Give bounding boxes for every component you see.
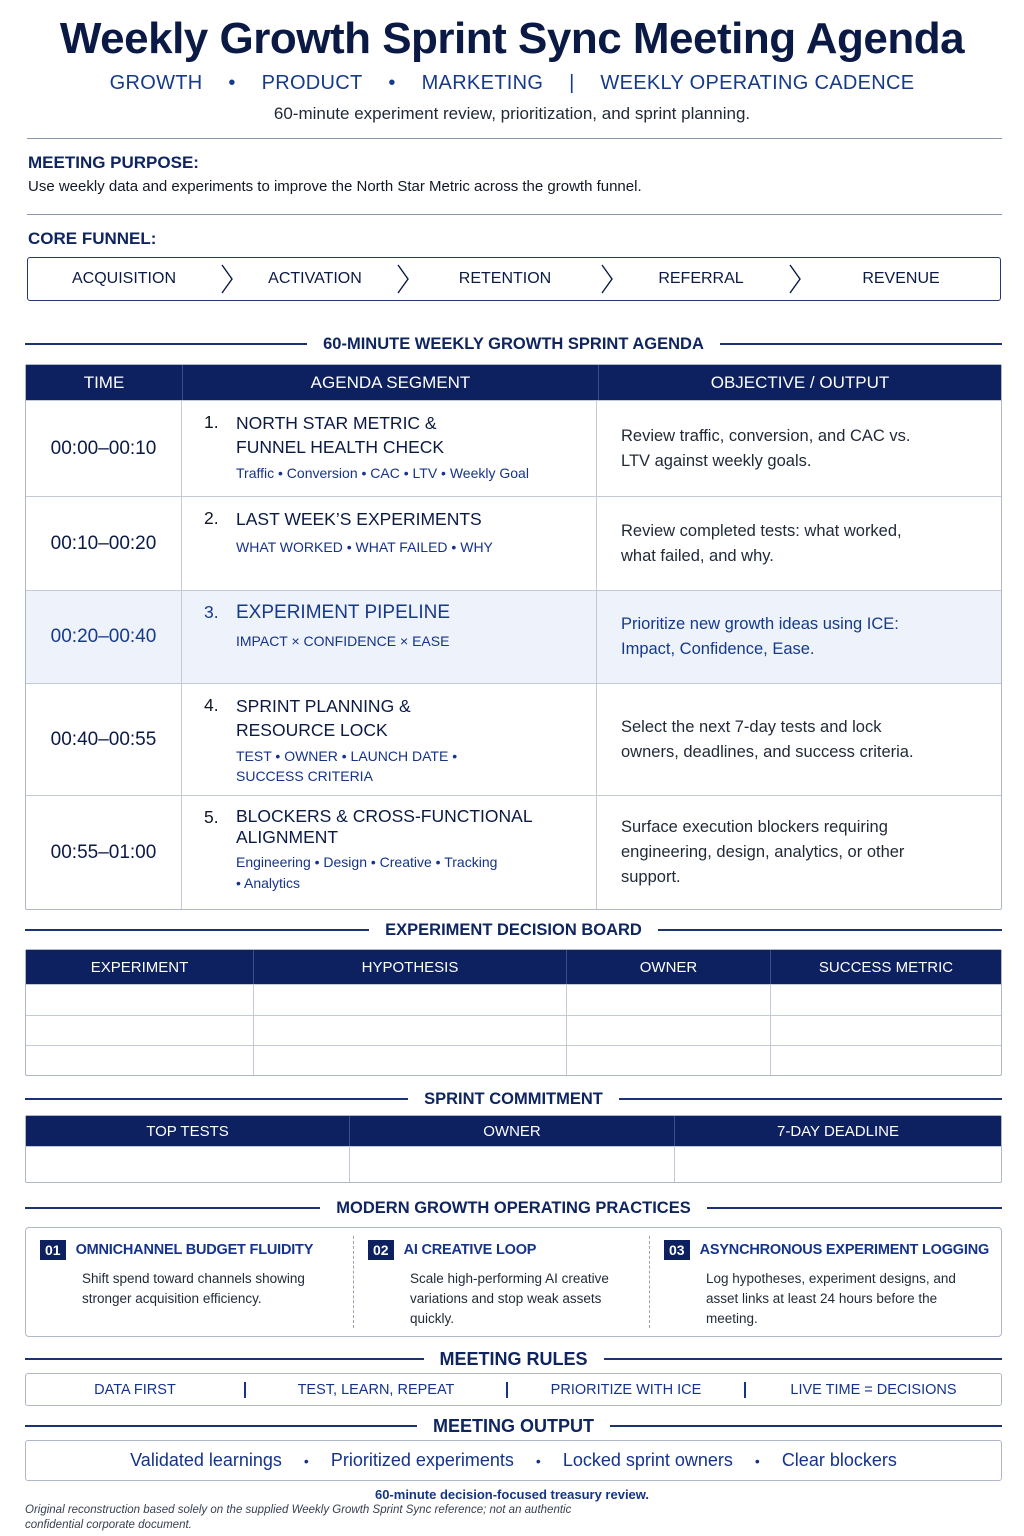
commitment-header-row <box>26 1116 1001 1146</box>
agenda-objective-text: Review completed tests: what worked, what failed, and why. <box>621 521 902 565</box>
agenda-segment-tags: Engineering • Design • Creative • Tracking • Analytics <box>236 854 498 891</box>
chevron-right-icon <box>396 264 410 294</box>
table-cell-owner[interactable] <box>567 985 771 1015</box>
table-cell-hypothesis[interactable] <box>254 985 567 1015</box>
agenda-objective <box>597 684 1001 795</box>
output-separator: • <box>754 1452 760 1469</box>
agenda-number: 2. <box>204 508 219 528</box>
agenda-objective <box>597 401 1001 496</box>
footer-note: 60-minute decision-focused treasury review. <box>374 1487 650 1502</box>
commitment-row <box>26 1146 1001 1182</box>
column-header-owner: OWNER <box>567 950 771 984</box>
funnel-stage-retention: RETENTION <box>458 270 552 287</box>
table-cell-experiment[interactable] <box>26 985 254 1015</box>
column-header-owner: OWNER <box>350 1116 675 1146</box>
subtitle-line <box>0 72 1024 95</box>
table-cell-top-tests[interactable] <box>26 1147 350 1182</box>
agenda-row <box>26 795 1001 909</box>
agenda-objective-text: Select the next 7-day tests and lock owners, deadlines, and success criteria. <box>621 717 914 761</box>
agenda-objective-text: Surface execution blockers requiring engineering, design, analytics, or other support. <box>621 818 905 886</box>
rules-section-header <box>25 1348 1002 1370</box>
agenda-segment-title: LAST WEEK’S EXPERIMENTS <box>236 509 482 529</box>
decision-board-table <box>25 949 1002 1076</box>
table-cell-success-metric[interactable] <box>771 1016 1001 1045</box>
column-header-segment: AGENDA SEGMENT <box>183 365 599 400</box>
agenda-number: 1. <box>204 412 219 432</box>
tagline: 60-minute experiment review, prioritization, and sprint planning. <box>273 104 751 123</box>
agenda-objective-text: Prioritize new growth ideas using ICE: Impact, Confidence, Ease. <box>621 615 899 658</box>
practice-title: ASYNCHRONOUS EXPERIMENT LOGGING <box>699 1242 990 1258</box>
decision-board-row <box>26 1045 1001 1075</box>
purpose-text: Use weekly data and experiments to improve the North Star Metric across the growth funnel. <box>28 178 642 195</box>
rule-item: PRIORITIZE WITH ICE <box>550 1381 702 1398</box>
column-header-success-metric: SUCCESS METRIC <box>818 958 954 976</box>
agenda-segment-title: SPRINT PLANNING & RESOURCE LOCK <box>236 696 411 740</box>
practices-section-header <box>25 1197 1002 1219</box>
subtitle-growth: GROWTH <box>109 72 203 94</box>
output-bar <box>25 1440 1002 1481</box>
subtitle-marketing: MARKETING <box>421 72 544 94</box>
agenda-objective-text: Review traffic, conversion, and CAC vs. LTV against weekly goals. <box>621 426 911 470</box>
column-header-objective: OBJECTIVE / OUTPUT <box>710 372 890 392</box>
column-header-time: TIME <box>26 365 183 400</box>
practice-description: Shift spend toward channels showing stronger acquisition efficiency. <box>82 1271 305 1306</box>
agenda-row <box>26 496 1001 590</box>
purpose-label: MEETING PURPOSE: <box>28 153 199 172</box>
output-separator: • <box>535 1452 541 1469</box>
subtitle-dot: • <box>388 72 396 94</box>
practice-number: 03 <box>664 1240 690 1260</box>
rules-title: MEETING RULES <box>439 1348 588 1369</box>
table-cell-experiment[interactable] <box>26 1016 254 1045</box>
agenda-number: 5. <box>204 807 219 827</box>
table-cell-deadline[interactable] <box>675 1147 1001 1182</box>
agenda-header-row <box>26 365 1001 400</box>
output-separator: • <box>303 1452 309 1469</box>
chevron-right-icon <box>788 264 802 294</box>
funnel-stage-referral: REFERRAL <box>658 270 744 287</box>
agenda-section-header <box>25 332 1002 356</box>
output-item: Validated learnings <box>130 1450 282 1470</box>
agenda-segment-tags: IMPACT × CONFIDENCE × EASE <box>236 633 450 649</box>
column-header-deadline: 7-DAY DEADLINE <box>777 1122 899 1140</box>
agenda-segment-tags: TEST • OWNER • LAUNCH DATE • SUCCESS CRITERIA <box>236 748 458 784</box>
agenda-segment <box>182 497 597 590</box>
chevron-right-icon <box>220 264 234 294</box>
practice-card <box>26 1236 354 1328</box>
commitment-title: SPRINT COMMITMENT <box>424 1089 603 1108</box>
table-cell-owner[interactable] <box>567 1046 771 1075</box>
agenda-segment-title: NORTH STAR METRIC & FUNNEL HEALTH CHECK <box>236 413 445 457</box>
rule-item: TEST, LEARN, REPEAT <box>297 1381 455 1398</box>
subtitle-product: PRODUCT <box>261 72 363 94</box>
output-item: Clear blockers <box>781 1450 897 1470</box>
agenda-segment-title: EXPERIMENT PIPELINE <box>236 602 450 623</box>
divider <box>27 138 1002 139</box>
table-cell-experiment[interactable] <box>26 1046 254 1075</box>
output-item: Locked sprint owners <box>562 1450 733 1470</box>
funnel-bar <box>27 257 1001 301</box>
practice-description: Log hypotheses, experiment designs, and asset links at least 24 hours before the meeting. <box>706 1271 956 1326</box>
column-header-top-tests: TOP TESTS <box>26 1116 350 1146</box>
rule-item: LIVE TIME = DECISIONS <box>790 1381 957 1398</box>
decision-board-title: EXPERIMENT DECISION BOARD <box>385 920 642 939</box>
agenda-time: 00:00–00:10 <box>26 401 182 496</box>
agenda-table <box>25 364 1002 910</box>
table-cell-owner[interactable] <box>567 1016 771 1045</box>
agenda-segment-title: BLOCKERS & CROSS-FUNCTIONAL ALIGNMENT <box>236 806 532 847</box>
agenda-section-title: 60-MINUTE WEEKLY GROWTH SPRINT AGENDA <box>323 334 704 353</box>
output-item: Prioritized experiments <box>330 1450 514 1470</box>
agenda-segment <box>182 591 597 683</box>
agenda-segment-tags: Traffic • Conversion • CAC • LTV • Weekly Goal <box>236 465 529 481</box>
practice-number: 01 <box>40 1240 66 1260</box>
subtitle-dot: • <box>228 72 236 94</box>
funnel-stage-revenue: REVENUE <box>862 270 940 287</box>
agenda-time: 00:20–00:40 <box>26 591 182 683</box>
agenda-time: 00:40–00:55 <box>26 684 182 795</box>
table-cell-success-metric[interactable] <box>771 1046 1001 1075</box>
table-cell-hypothesis[interactable] <box>254 1046 567 1075</box>
page-title: Weekly Growth Sprint Sync Meeting Agenda <box>59 14 965 63</box>
practice-number: 02 <box>368 1240 394 1260</box>
practices-panel <box>25 1227 1002 1337</box>
table-cell-success-metric[interactable] <box>771 985 1001 1015</box>
funnel-stage-activation: ACTIVATION <box>268 270 362 287</box>
table-cell-owner[interactable] <box>350 1147 675 1182</box>
chevron-right-icon <box>600 264 614 294</box>
decision-board-row <box>26 984 1001 1015</box>
decision-board-section-header <box>25 919 1002 941</box>
agenda-segment <box>182 401 597 496</box>
column-header-experiment: EXPERIMENT <box>26 950 254 984</box>
practice-card <box>650 1236 1001 1328</box>
agenda-number: 3. <box>204 602 219 622</box>
funnel-stage-acquisition: ACQUISITION <box>71 270 176 287</box>
practices-title: MODERN GROWTH OPERATING PRACTICES <box>336 1198 691 1217</box>
practice-description: Scale high-performing AI creative variations and stop weak assets quickly. <box>410 1271 609 1326</box>
agenda-row <box>26 400 1001 496</box>
agenda-segment <box>182 684 597 795</box>
subtitle-pipe: | <box>569 72 575 94</box>
footer-disclaimer: Original reconstruction based solely on the supplied Weekly Growth Sprint Sync reference; not an authentic confidential corporate document. <box>25 1504 572 1531</box>
decision-board-row <box>26 1015 1001 1045</box>
practice-title: AI CREATIVE LOOP <box>403 1242 537 1258</box>
agenda-segment-tags: WHAT WORKED • WHAT FAILED • WHY <box>236 539 493 555</box>
practice-title: OMNICHANNEL BUDGET FLUIDITY <box>75 1242 314 1258</box>
decision-board-header-row <box>26 950 1001 984</box>
funnel-label: CORE FUNNEL: <box>28 229 157 248</box>
output-title: MEETING OUTPUT <box>433 1415 594 1436</box>
agenda-time: 00:10–00:20 <box>26 497 182 590</box>
divider <box>27 214 1002 215</box>
agenda-objective <box>597 497 1001 590</box>
agenda-time: 00:55–01:00 <box>26 796 182 909</box>
agenda-segment <box>182 796 597 909</box>
commitment-table <box>25 1115 1002 1183</box>
agenda-number: 4. <box>204 695 219 715</box>
rules-bar <box>25 1373 1002 1406</box>
subtitle-cadence: WEEKLY OPERATING CADENCE <box>600 72 915 94</box>
agenda-row <box>26 683 1001 795</box>
output-section-header <box>25 1415 1002 1437</box>
commitment-section-header <box>25 1088 1002 1110</box>
table-cell-hypothesis[interactable] <box>254 1016 567 1045</box>
agenda-row-highlighted <box>26 590 1001 683</box>
column-header-hypothesis: HYPOTHESIS <box>254 950 567 984</box>
rule-item: DATA FIRST <box>94 1381 176 1398</box>
practice-card <box>354 1236 650 1328</box>
agenda-objective <box>597 591 1001 683</box>
agenda-objective <box>597 796 1001 909</box>
